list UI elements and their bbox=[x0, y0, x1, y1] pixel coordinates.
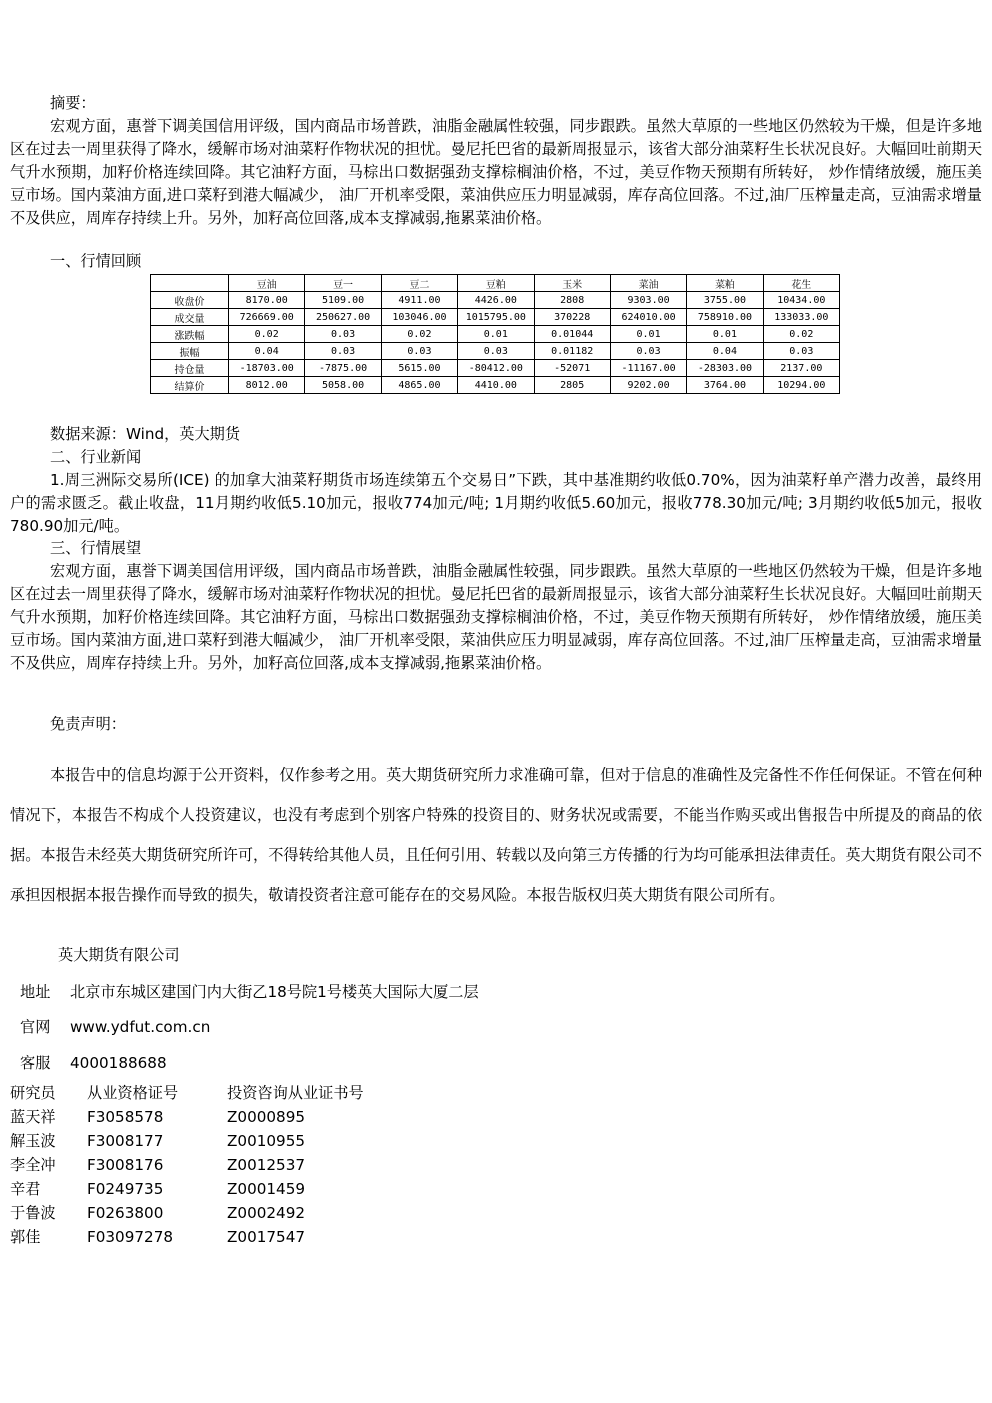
table-cell: -80412.00 bbox=[458, 360, 534, 377]
table-cell: 0.04 bbox=[229, 343, 305, 360]
consult-license-number: Z0012537 bbox=[227, 1156, 306, 1174]
summary-paragraph: 宏观方面，惠誉下调美国信用评级，国内商品市场普跌，油脂金融属性较强，同步跟跌。虽然大草原的一些地区仍然较为干燥，但是许多地区在过去一周里获得了降水，缓解市场对油菜籽作物状况的担忧。曼尼托巴省的最新周报显示，该省大部分油菜籽生长状况良好。大幅回吐前期天气升水预期，加籽价格连续回降。其它油籽方面，马棕出口数据强劲支撑棕榈油价格，不过，美豆作物天预期有所转好， 炒作情绪放缓，施压美豆市场。国内菜油方面,进口菜籽到港大幅减少， 油厂开机率受限，菜油供应压力明显减弱，库存高位回落。不过,油厂压榨量走高，豆油需求增量不及供应，周库存持续上升。另外，加籽高位回落,成本支撑减弱,拖累菜油价格。 bbox=[10, 117, 982, 227]
disclaimer-paragraph: 本报告中的信息均源于公开资料，仅作参考之用。英大期货研究所力求准确可靠，但对于信息的准确性及完备性不作任何保证。不管在何种情况下，本报告不构成个人投资建议，也没有考虑到个别客户特殊的投资目的、财务状况或需要，不能当作购买或出售报告中所提及的商品的依据。本报告未经英大期货研究所许可，不得转给其他人员，且任何引用、转载以及向第三方传播的行为均可能承担法律责任。英大期货有限公司不承担因根据本报告操作而导致的损失，敬请投资者注意可能存在的交易风险。本报告版权归英大期货有限公司所有。 bbox=[10, 766, 982, 904]
contact-website bbox=[20, 1016, 210, 1039]
service-phone: 4000188688 bbox=[70, 1054, 167, 1072]
table-header-cell: 菜粕 bbox=[687, 275, 763, 292]
table-cell: 10434.00 bbox=[763, 292, 839, 309]
table-cell: 2805 bbox=[534, 377, 610, 394]
researcher-row bbox=[10, 1178, 427, 1202]
table-cell: 0.03 bbox=[458, 343, 534, 360]
table-header-row bbox=[151, 275, 840, 292]
license-number: F0249735 bbox=[87, 1180, 164, 1198]
row-label-cell: 结算价 bbox=[151, 377, 229, 394]
researcher-name: 解玉波 bbox=[10, 1132, 56, 1150]
section-title-outlook: 三、行情展望 bbox=[50, 539, 142, 557]
table-cell: -52071 bbox=[534, 360, 610, 377]
table-cell: 0.01 bbox=[610, 326, 686, 343]
consult-license-header: 投资咨询从业证书号 bbox=[227, 1084, 364, 1102]
researcher-row bbox=[10, 1106, 427, 1130]
license-number: F0263800 bbox=[87, 1204, 164, 1222]
consult-license-number: Z0000895 bbox=[227, 1108, 306, 1126]
researcher-name: 郭佳 bbox=[10, 1228, 41, 1246]
table-cell: 8012.00 bbox=[229, 377, 305, 394]
website-link[interactable]: www.ydfut.com.cn bbox=[70, 1018, 211, 1036]
section-title-market-review: 一、行情回顾 bbox=[50, 252, 142, 270]
researcher-row bbox=[10, 1154, 427, 1178]
disclaimer-title: 免责声明： bbox=[50, 715, 126, 733]
row-label-cell: 收盘价 bbox=[151, 292, 229, 309]
researcher-header-row bbox=[10, 1082, 427, 1106]
table-cell: 2808 bbox=[534, 292, 610, 309]
researcher-name: 辛君 bbox=[10, 1180, 41, 1198]
table-cell: 0.02 bbox=[763, 326, 839, 343]
table-cell: 0.01044 bbox=[534, 326, 610, 343]
table-cell: 0.02 bbox=[229, 326, 305, 343]
license-number: F03097278 bbox=[87, 1228, 174, 1246]
table-cell: -7875.00 bbox=[305, 360, 381, 377]
researcher-name: 蓝天祥 bbox=[10, 1108, 56, 1126]
table-cell: 5058.00 bbox=[305, 377, 381, 394]
table-cell: -18703.00 bbox=[229, 360, 305, 377]
contact-address bbox=[20, 981, 479, 1004]
table-cell: 0.03 bbox=[305, 343, 381, 360]
researcher-row bbox=[10, 1130, 427, 1154]
table-cell: 0.03 bbox=[305, 326, 381, 343]
service-label: 客服 bbox=[20, 1054, 51, 1072]
researcher-list bbox=[10, 1082, 427, 1250]
table-cell: 9303.00 bbox=[610, 292, 686, 309]
researcher-row bbox=[10, 1226, 427, 1250]
row-label-cell: 成交量 bbox=[151, 309, 229, 326]
table-cell: 10294.00 bbox=[763, 377, 839, 394]
table-header-cell: 玉米 bbox=[534, 275, 610, 292]
table-cell: 0.03 bbox=[763, 343, 839, 360]
consult-license-number: Z0001459 bbox=[227, 1180, 306, 1198]
table-header-cell bbox=[151, 275, 229, 292]
table-cell: 726669.00 bbox=[229, 309, 305, 326]
table-cell: 1015795.00 bbox=[458, 309, 534, 326]
table-cell: 0.03 bbox=[381, 343, 457, 360]
table-cell: 2137.00 bbox=[763, 360, 839, 377]
researcher-name: 李全冲 bbox=[10, 1156, 56, 1174]
table-row bbox=[151, 326, 840, 343]
table-row bbox=[151, 309, 840, 326]
table-row bbox=[151, 360, 840, 377]
address-label: 地址 bbox=[20, 983, 51, 1001]
table-row bbox=[151, 377, 840, 394]
table-cell: 4410.00 bbox=[458, 377, 534, 394]
table-cell: -28303.00 bbox=[687, 360, 763, 377]
researcher-name: 于鲁波 bbox=[10, 1204, 56, 1222]
table-cell: 250627.00 bbox=[305, 309, 381, 326]
table-cell: 0.04 bbox=[687, 343, 763, 360]
table-cell: 4865.00 bbox=[381, 377, 457, 394]
license-number: F3008177 bbox=[87, 1132, 164, 1150]
table-cell: 624010.00 bbox=[610, 309, 686, 326]
consult-license-number: Z0002492 bbox=[227, 1204, 306, 1222]
license-header: 从业资格证号 bbox=[87, 1084, 179, 1102]
summary-label: 摘要： bbox=[50, 94, 96, 112]
company-name: 英大期货有限公司 bbox=[58, 946, 180, 964]
table-cell: 4426.00 bbox=[458, 292, 534, 309]
table-cell: 0.03 bbox=[610, 343, 686, 360]
news-paragraph: 1.周三洲际交易所(ICE) 的加拿大油菜籽期货市场连续第五个交易日”下跌，其中基准期约收低0.70%，因为油菜籽单产潜力改善，最终用户的需求匮乏。截止收盘，11月期约收低5.10加元，报收774加元/吨; 1月期约收低5.60加元，报收778.30加元/吨; 3月期约收低5加元，报收780.90加元/吨。 bbox=[10, 471, 982, 535]
table-cell: 9202.00 bbox=[610, 377, 686, 394]
table-cell: 0.01 bbox=[458, 326, 534, 343]
table-cell: 5615.00 bbox=[381, 360, 457, 377]
table-cell: 3755.00 bbox=[687, 292, 763, 309]
website-label: 官网 bbox=[20, 1018, 51, 1036]
table-cell: 370228 bbox=[534, 309, 610, 326]
row-label-cell: 振幅 bbox=[151, 343, 229, 360]
table-cell: 0.01 bbox=[687, 326, 763, 343]
row-label-cell: 持仓量 bbox=[151, 360, 229, 377]
consult-license-number: Z0010955 bbox=[227, 1132, 306, 1150]
table-header-cell: 豆二 bbox=[381, 275, 457, 292]
license-number: F3058578 bbox=[87, 1108, 164, 1126]
researcher-row bbox=[10, 1202, 427, 1226]
table-cell: 8170.00 bbox=[229, 292, 305, 309]
table-header-cell: 花生 bbox=[763, 275, 839, 292]
address-value: 北京市东城区建国门内大街乙18号院1号楼英大国际大厦二层 bbox=[70, 983, 479, 1001]
table-cell: 133033.00 bbox=[763, 309, 839, 326]
table-cell: 4911.00 bbox=[381, 292, 457, 309]
table-cell: 0.01182 bbox=[534, 343, 610, 360]
table-cell: -11167.00 bbox=[610, 360, 686, 377]
table-header-cell: 菜油 bbox=[610, 275, 686, 292]
license-number: F3008176 bbox=[87, 1156, 164, 1174]
table-header-cell: 豆一 bbox=[305, 275, 381, 292]
table-cell: 3764.00 bbox=[687, 377, 763, 394]
table-cell: 103046.00 bbox=[381, 309, 457, 326]
outlook-paragraph: 宏观方面，惠誉下调美国信用评级，国内商品市场普跌，油脂金融属性较强，同步跟跌。虽然大草原的一些地区仍然较为干燥，但是许多地区在过去一周里获得了降水，缓解市场对油菜籽作物状况的担忧。曼尼托巴省的最新周报显示，该省大部分油菜籽生长状况良好。大幅回吐前期天气升水预期，加籽价格连续回降。其它油籽方面，马棕出口数据强劲支撑棕榈油价格，不过，美豆作物天预期有所转好， 炒作情绪放缓，施压美豆市场。国内菜油方面,进口菜籽到港大幅减少， 油厂开机率受限，菜油供应压力明显减弱，库存高位回落。不过,油厂压榨量走高，豆油需求增量不及供应，周库存持续上升。另外，加籽高位回落,成本支撑减弱,拖累菜油价格。 bbox=[10, 562, 982, 672]
market-table bbox=[150, 274, 840, 394]
researcher-header: 研究员 bbox=[10, 1084, 56, 1102]
table-row bbox=[151, 343, 840, 360]
table-cell: 0.02 bbox=[381, 326, 457, 343]
consult-license-number: Z0017547 bbox=[227, 1228, 306, 1246]
row-label-cell: 涨跌幅 bbox=[151, 326, 229, 343]
table-header-cell: 豆粕 bbox=[458, 275, 534, 292]
table-cell: 758910.00 bbox=[687, 309, 763, 326]
table-cell: 5109.00 bbox=[305, 292, 381, 309]
table-header-cell: 豆油 bbox=[229, 275, 305, 292]
table-row bbox=[151, 292, 840, 309]
data-source: 数据来源：Wind，英大期货 bbox=[50, 425, 241, 443]
section-title-industry-news: 二、行业新闻 bbox=[50, 448, 142, 466]
contact-service bbox=[20, 1052, 167, 1075]
